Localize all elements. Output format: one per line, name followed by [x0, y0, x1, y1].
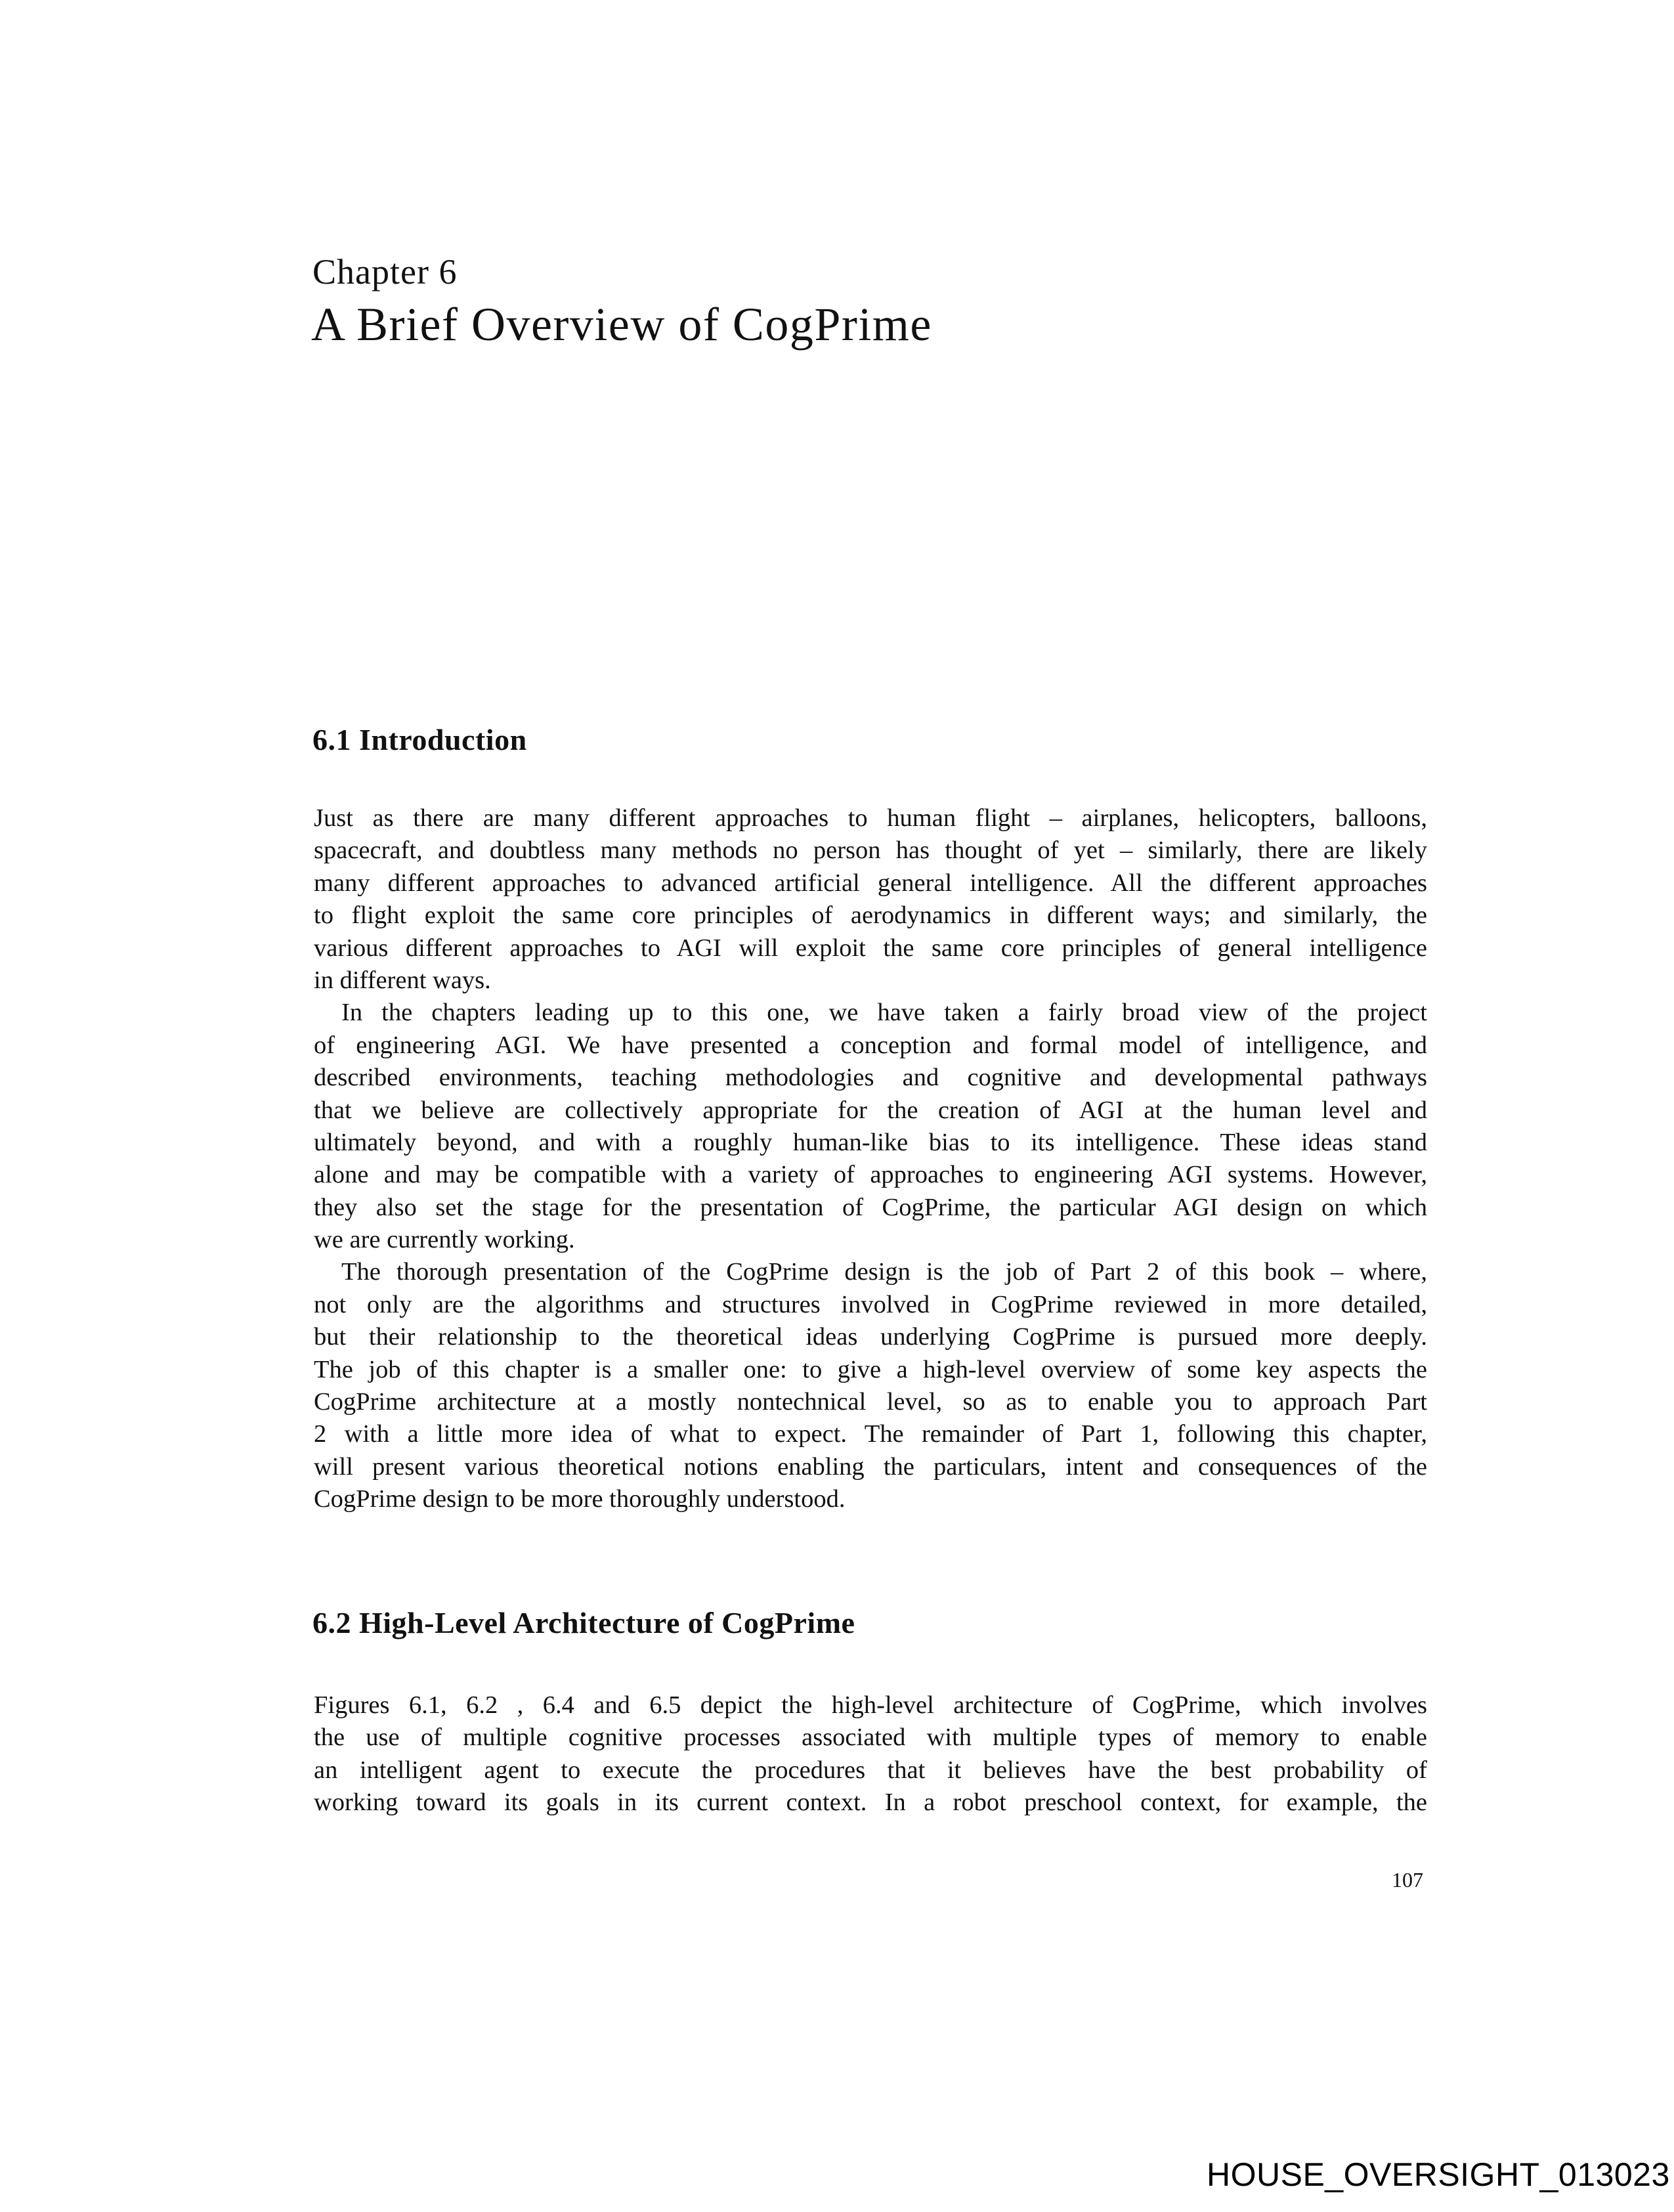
text-line: many different approaches to advanced artificial general intelligence. All the different approaches: [314, 869, 1427, 897]
text-line: various different approaches to AGI will exploit the same core principles of general intelligence: [314, 934, 1427, 962]
text-line: In the chapters leading up to this one, we have taken a fairly broad view of the project: [341, 999, 1427, 1027]
text-line: The job of this chapter is a smaller one: to give a high-level overview of some key aspects the: [314, 1355, 1427, 1383]
text-line: of engineering AGI. We have presented a conception and formal model of intelligence, and: [314, 1031, 1427, 1059]
text-line: CogPrime design to be more thoroughly understood.: [314, 1485, 846, 1513]
text-line: they also set the stage for the presentation of CogPrime, the particular AGI design on which: [314, 1193, 1427, 1221]
chapter-label: Chapter 6: [312, 252, 458, 292]
text-line: we are currently working.: [314, 1226, 575, 1254]
text-line: will present various theoretical notions enabling the particulars, intent and consequences of the: [314, 1452, 1427, 1481]
text-line: Figures 6.1, 6.2 , 6.4 and 6.5 depict the high-level architecture of CogPrime, which involves: [314, 1691, 1427, 1719]
text-line: Just as there are many different approaches to human flight – airplanes, helicopters, balloons,: [314, 804, 1427, 832]
text-line: working toward its goals in its current context. In a robot preschool context, for example, the: [314, 1789, 1427, 1817]
text-line: alone and may be compatible with a variety of approaches to engineering AGI systems. However,: [314, 1161, 1427, 1189]
paragraph: [314, 802, 1427, 1516]
section-heading-introduction: 6.1 Introduction: [312, 723, 527, 756]
text-line: that we believe are collectively appropriate for the creation of AGI at the human level and: [314, 1096, 1427, 1124]
paragraph: [314, 1689, 1427, 1819]
section-heading-high-level-architecture: 6.2 High-Level Architecture of CogPrime: [312, 1606, 855, 1639]
text-line: described environments, teaching methodologies and cognitive and developmental pathways: [314, 1064, 1427, 1092]
text-line: but their relationship to the theoretical ideas underlying CogPrime is pursued more deeply.: [314, 1323, 1427, 1351]
text-line: in different ways.: [314, 966, 491, 994]
text-line: spacecraft, and doubtless many methods no person has thought of yet – similarly, there are likely: [314, 836, 1427, 865]
text-line: not only are the algorithms and structures involved in CogPrime reviewed in more detailed,: [314, 1290, 1427, 1318]
chapter-title: A Brief Overview of CogPrime: [311, 298, 932, 351]
bates-stamp: HOUSE_OVERSIGHT_013023: [1207, 2156, 1670, 2193]
text-line: to flight exploit the same core principles of aerodynamics in different ways; and similarly, the: [314, 901, 1427, 930]
text-line: 2 with a little more idea of what to expect. The remainder of Part 1, following this chapter,: [314, 1420, 1427, 1448]
text-line: the use of multiple cognitive processes associated with multiple types of memory to enable: [314, 1724, 1427, 1752]
text-line: ultimately beyond, and with a roughly human-like bias to its intelligence. These ideas stand: [314, 1128, 1427, 1156]
text-line: an intelligent agent to execute the procedures that it believes have the best probability of: [314, 1756, 1427, 1784]
text-line: The thorough presentation of the CogPrime design is the job of Part 2 of this book – where,: [341, 1258, 1427, 1286]
page-number: 107: [1392, 1868, 1423, 1892]
text-line: CogPrime architecture at a mostly nontechnical level, so as to enable you to approach Part: [314, 1388, 1427, 1416]
